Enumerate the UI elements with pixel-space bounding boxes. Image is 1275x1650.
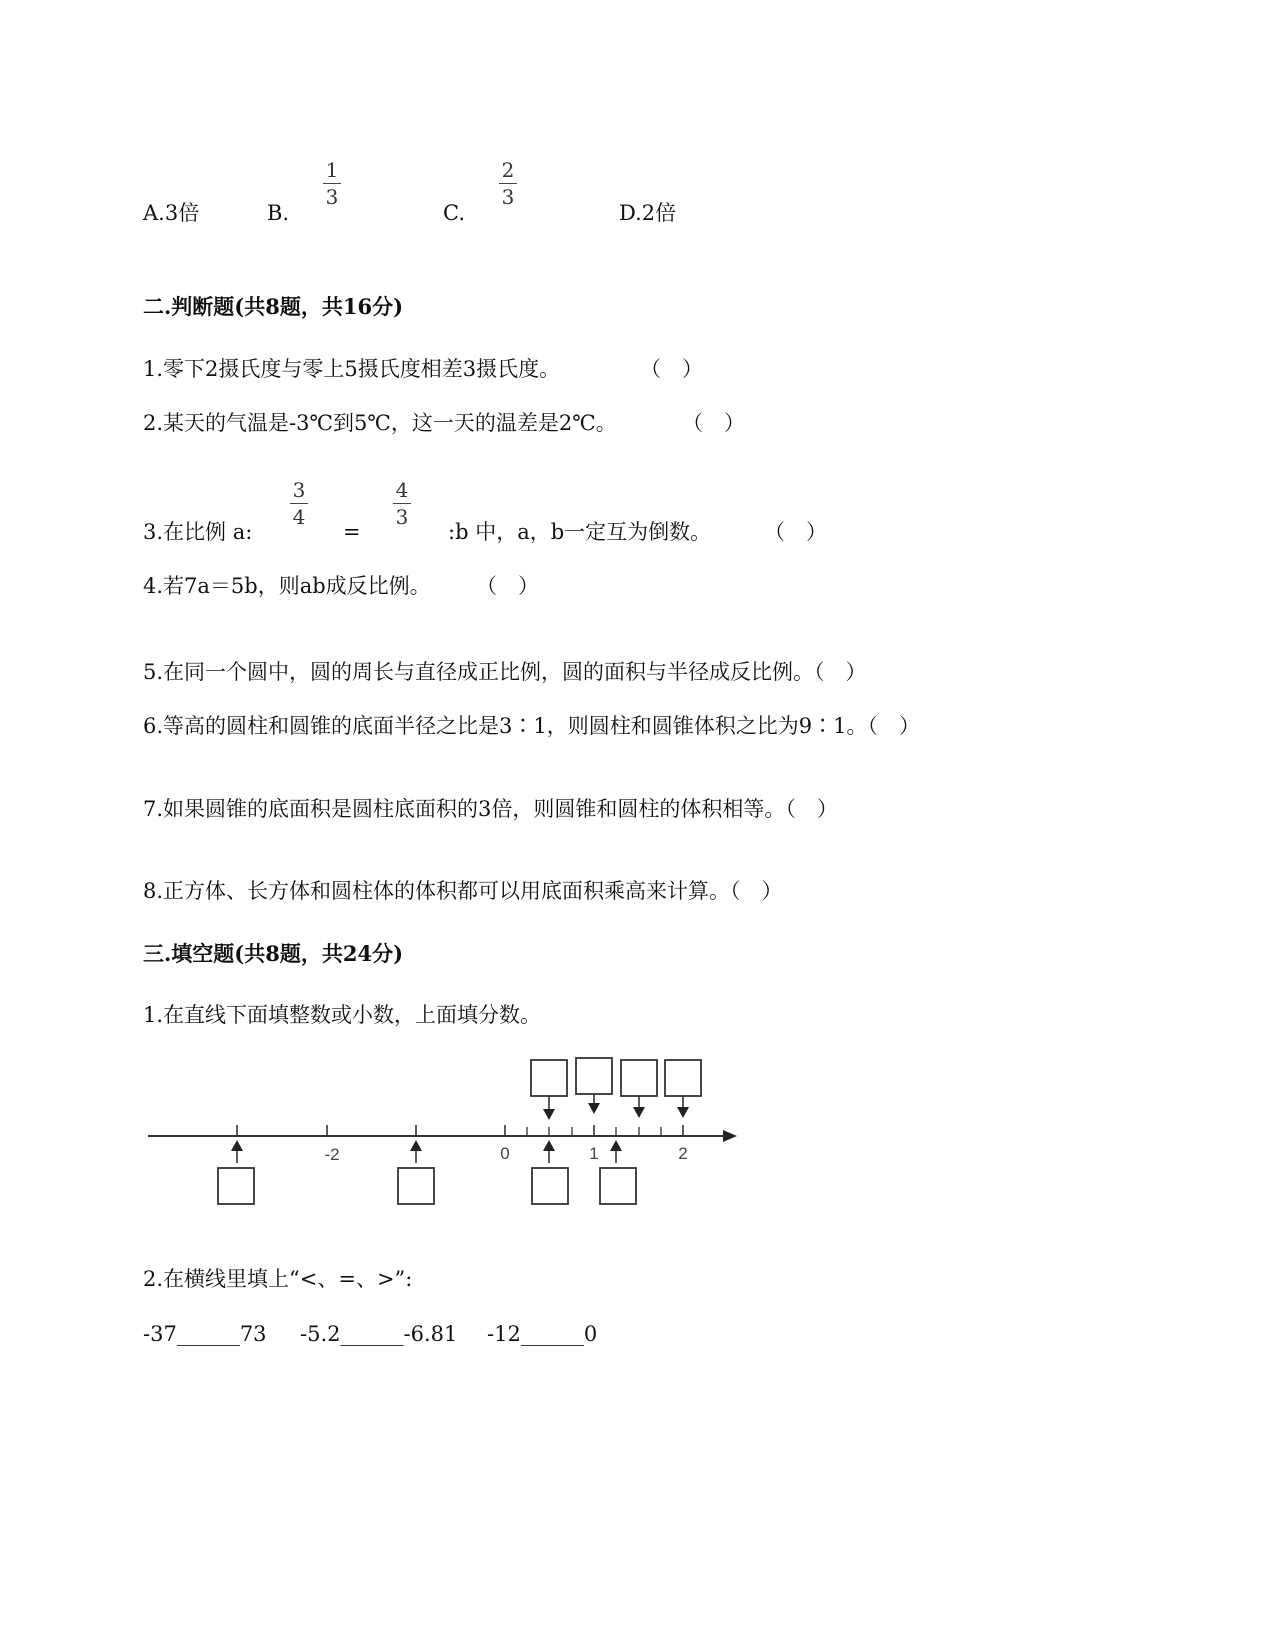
option-c-label: C. bbox=[443, 201, 465, 225]
section2-title: 二.判断题(共8题，共16分) bbox=[143, 294, 404, 319]
judge-q8: 8.正方体、长方体和圆柱体的体积都可以用底面积乘高来计算。（ ） bbox=[143, 879, 783, 903]
judge-q4: 4.若7a＝5b，则ab成反比例。 bbox=[143, 574, 431, 598]
fraction-numerator: 2 bbox=[501, 158, 515, 182]
judge-q3-end: :b 中，a，b一定互为倒数。 bbox=[448, 520, 712, 544]
fraction-denominator: 3 bbox=[395, 505, 409, 529]
judge-q1: 1.零下2摄氏度与零上5摄氏度相差3摄氏度。 bbox=[143, 357, 561, 381]
answer-box-top[interactable] bbox=[665, 1060, 701, 1096]
answer-box-top[interactable] bbox=[621, 1060, 657, 1096]
answer-box-bottom[interactable] bbox=[600, 1168, 636, 1204]
option-b-fraction bbox=[323, 160, 341, 207]
judge-q3-fraction-1 bbox=[290, 480, 308, 527]
compare-item-3: -12______0 bbox=[487, 1322, 598, 1346]
tick-label: 0 bbox=[500, 1144, 510, 1163]
fraction-numerator: 1 bbox=[325, 158, 339, 182]
tick-label: -2 bbox=[324, 1145, 340, 1164]
arrow-down-icon bbox=[588, 1103, 600, 1114]
compare-item-1: -37______73 bbox=[143, 1322, 267, 1346]
fraction-numerator: 4 bbox=[395, 478, 409, 502]
option-c-fraction bbox=[499, 160, 517, 207]
answer-box-bottom[interactable] bbox=[532, 1168, 568, 1204]
judge-q5: 5.在同一个圆中，圆的周长与直径成正比例，圆的面积与半径成反比例。（ ） bbox=[143, 660, 867, 684]
answer-box-top[interactable] bbox=[531, 1060, 567, 1096]
option-b-label: B. bbox=[267, 201, 290, 225]
judge-q2-paren: （ ） bbox=[682, 411, 745, 435]
section3-title: 三.填空题(共8题，共24分) bbox=[143, 941, 404, 966]
tick-label: 1 bbox=[589, 1144, 599, 1163]
fraction-denominator: 3 bbox=[325, 185, 339, 209]
arrow-down-icon bbox=[677, 1107, 689, 1118]
judge-q3-start: 3.在比例 a: bbox=[143, 520, 253, 544]
tick-label: 2 bbox=[678, 1144, 688, 1163]
fraction-numerator: 3 bbox=[292, 478, 306, 502]
judge-q3-fraction-2 bbox=[393, 480, 411, 527]
judge-q3-paren: （ ） bbox=[764, 520, 827, 544]
judge-q4-paren: （ ） bbox=[476, 574, 539, 598]
judge-q3-equals: = bbox=[343, 520, 361, 544]
compare-item-2: -5.2______-6.81 bbox=[300, 1322, 458, 1346]
judge-q6: 6.等高的圆柱和圆锥的底面半径之比是3∶1，则圆柱和圆锥体积之比为9∶1。（ ） bbox=[143, 714, 920, 738]
fraction-denominator: 4 bbox=[292, 505, 306, 529]
answer-box-bottom[interactable] bbox=[218, 1168, 254, 1204]
judge-q1-paren: （ ） bbox=[640, 357, 703, 381]
judge-q2: 2.某天的气温是-3℃到5℃，这一天的温差是2℃。 bbox=[143, 411, 617, 435]
arrow-up-icon bbox=[410, 1140, 422, 1151]
arrow-up-icon bbox=[610, 1140, 622, 1151]
answer-box-top[interactable] bbox=[576, 1058, 612, 1094]
arrow-up-icon bbox=[231, 1140, 243, 1151]
fill-q2: 2.在横线里填上“<、=、>”: bbox=[143, 1267, 413, 1291]
arrow-up-icon bbox=[543, 1140, 555, 1151]
judge-q7: 7.如果圆锥的底面积是圆柱底面积的3倍，则圆锥和圆柱的体积相等。（ ） bbox=[143, 797, 838, 821]
answer-box-bottom[interactable] bbox=[398, 1168, 434, 1204]
option-a: A.3倍 bbox=[143, 201, 200, 225]
arrow-down-icon bbox=[633, 1107, 645, 1118]
option-d: D.2倍 bbox=[619, 201, 677, 225]
number-line-figure bbox=[143, 1055, 743, 1215]
axis-arrow-icon bbox=[723, 1130, 737, 1142]
fill-q1: 1.在直线下面填整数或小数，上面填分数。 bbox=[143, 1003, 542, 1027]
arrow-down-icon bbox=[543, 1109, 555, 1120]
fraction-denominator: 3 bbox=[501, 185, 515, 209]
